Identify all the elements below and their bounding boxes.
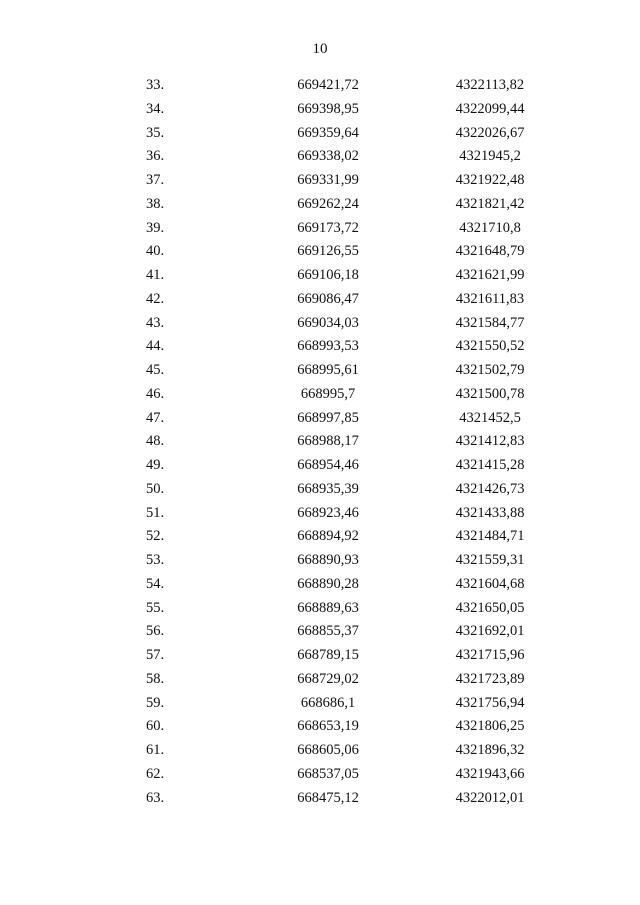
table-row [0, 549, 640, 573]
x-coordinate: 668894,92 [297, 528, 359, 545]
x-coordinate: 668997,85 [297, 409, 359, 426]
x-coordinate: 668993,53 [297, 338, 359, 355]
table-row [0, 240, 640, 264]
table-row [0, 264, 640, 288]
y-coordinate: 4321715,96 [455, 647, 525, 663]
table-row [0, 122, 640, 146]
table-row [0, 98, 640, 122]
x-coordinate: 668935,39 [297, 480, 359, 497]
point-number: 63. [146, 789, 165, 806]
y-coordinate: 4321452,5 [459, 409, 521, 426]
y-coordinate: 4321559,31 [455, 552, 525, 568]
y-coordinate: 4321943,66 [455, 765, 525, 782]
y-coordinate: 4321484,71 [455, 528, 525, 545]
x-coordinate: 668889,63 [297, 599, 359, 616]
table-row [0, 454, 640, 478]
table-row [0, 787, 640, 811]
y-coordinate: 4321710,8 [459, 219, 521, 236]
y-coordinate: 4321415,28 [455, 457, 525, 473]
point-number: 43. [146, 314, 165, 331]
point-number: 37. [146, 172, 165, 188]
x-coordinate: 668988,17 [297, 433, 359, 450]
y-coordinate: 4321433,88 [455, 504, 525, 521]
x-coordinate: 668890,93 [297, 552, 359, 568]
point-number: 53. [146, 552, 165, 568]
x-coordinate: 669421,72 [297, 77, 359, 93]
point-number: 39. [146, 219, 165, 236]
x-coordinate: 669126,55 [297, 243, 359, 260]
table-row [0, 145, 640, 169]
y-coordinate: 4321692,01 [455, 623, 525, 640]
point-number: 59. [146, 694, 165, 711]
table-row [0, 620, 640, 644]
x-coordinate: 669331,99 [297, 172, 359, 188]
x-coordinate: 668954,46 [297, 457, 359, 473]
table-row [0, 597, 640, 621]
y-coordinate: 4322113,82 [455, 77, 525, 93]
y-coordinate: 4321648,79 [455, 243, 525, 260]
point-number: 49. [146, 457, 165, 473]
point-number: 38. [146, 195, 165, 212]
point-number: 54. [146, 575, 165, 592]
x-coordinate: 669173,72 [297, 219, 359, 236]
y-coordinate: 4321945,2 [459, 148, 521, 165]
y-coordinate: 4321723,89 [455, 670, 525, 687]
point-number: 48. [146, 433, 165, 450]
point-number: 60. [146, 718, 165, 735]
point-number: 36. [146, 148, 165, 165]
point-number: 51. [146, 504, 165, 521]
table-row [0, 217, 640, 241]
table-row [0, 692, 640, 716]
x-coordinate: 669262,24 [297, 195, 359, 212]
y-coordinate: 4321426,73 [455, 480, 525, 497]
y-coordinate: 4321650,05 [455, 599, 525, 616]
y-coordinate: 4321604,68 [455, 575, 525, 592]
table-row [0, 383, 640, 407]
table-row [0, 335, 640, 359]
x-coordinate: 668475,12 [297, 789, 359, 806]
point-number: 47. [146, 409, 165, 426]
point-number: 33. [146, 77, 165, 93]
x-coordinate: 668686,1 [300, 694, 356, 711]
y-coordinate: 4321550,52 [455, 338, 525, 355]
table-row [0, 288, 640, 312]
table-row [0, 739, 640, 763]
y-coordinate: 4321922,48 [455, 172, 525, 188]
table-row [0, 312, 640, 336]
x-coordinate: 668653,19 [297, 718, 359, 735]
table-row [0, 193, 640, 217]
y-coordinate: 4321621,99 [455, 267, 525, 283]
y-coordinate: 4321756,94 [455, 694, 525, 711]
table-row [0, 763, 640, 787]
table-row [0, 715, 640, 739]
x-coordinate: 669106,18 [297, 267, 359, 283]
point-number: 34. [146, 100, 165, 117]
page-number: 10 [312, 41, 328, 57]
x-coordinate: 669338,02 [297, 148, 359, 165]
x-coordinate: 669359,64 [297, 124, 359, 141]
y-coordinate: 4321502,79 [455, 362, 525, 378]
x-coordinate: 668923,46 [297, 504, 359, 521]
y-coordinate: 4321584,77 [455, 314, 525, 331]
point-number: 55. [146, 599, 165, 616]
point-number: 50. [146, 480, 165, 497]
table-row [0, 430, 640, 454]
point-number: 58. [146, 670, 165, 687]
y-coordinate: 4321821,42 [455, 195, 525, 212]
table-row [0, 74, 640, 98]
table-row [0, 525, 640, 549]
table-row [0, 478, 640, 502]
y-coordinate: 4321806,25 [455, 718, 525, 735]
x-coordinate: 668995,7 [300, 385, 356, 402]
point-number: 61. [146, 742, 165, 758]
x-coordinate: 668605,06 [297, 742, 359, 758]
point-number: 46. [146, 385, 165, 402]
y-coordinate: 4321500,78 [455, 385, 525, 402]
table-row [0, 644, 640, 668]
x-coordinate: 668537,05 [297, 765, 359, 782]
table-row [0, 169, 640, 193]
x-coordinate: 668890,28 [297, 575, 359, 592]
point-number: 42. [146, 290, 165, 307]
y-coordinate: 4322012,01 [455, 789, 525, 806]
y-coordinate: 4321896,32 [455, 742, 525, 758]
y-coordinate: 4322099,44 [455, 100, 525, 117]
table-row [0, 359, 640, 383]
x-coordinate: 668789,15 [297, 647, 359, 663]
point-number: 57. [146, 647, 165, 663]
x-coordinate: 669086,47 [297, 290, 359, 307]
point-number: 35. [146, 124, 165, 141]
x-coordinate: 669398,95 [297, 100, 359, 117]
x-coordinate: 668995,61 [297, 362, 359, 378]
coordinates-table [0, 74, 640, 810]
point-number: 41. [146, 267, 165, 283]
table-row [0, 573, 640, 597]
x-coordinate: 669034,03 [297, 314, 359, 331]
point-number: 52. [146, 528, 165, 545]
point-number: 45. [146, 362, 165, 378]
y-coordinate: 4321412,83 [455, 433, 525, 450]
point-number: 44. [146, 338, 165, 355]
table-row [0, 407, 640, 431]
y-coordinate: 4322026,67 [455, 124, 525, 141]
y-coordinate: 4321611,83 [455, 290, 525, 307]
point-number: 56. [146, 623, 165, 640]
x-coordinate: 668855,37 [297, 623, 359, 640]
point-number: 62. [146, 765, 165, 782]
table-row [0, 502, 640, 526]
point-number: 40. [146, 243, 165, 260]
table-row [0, 668, 640, 692]
x-coordinate: 668729,02 [297, 670, 359, 687]
